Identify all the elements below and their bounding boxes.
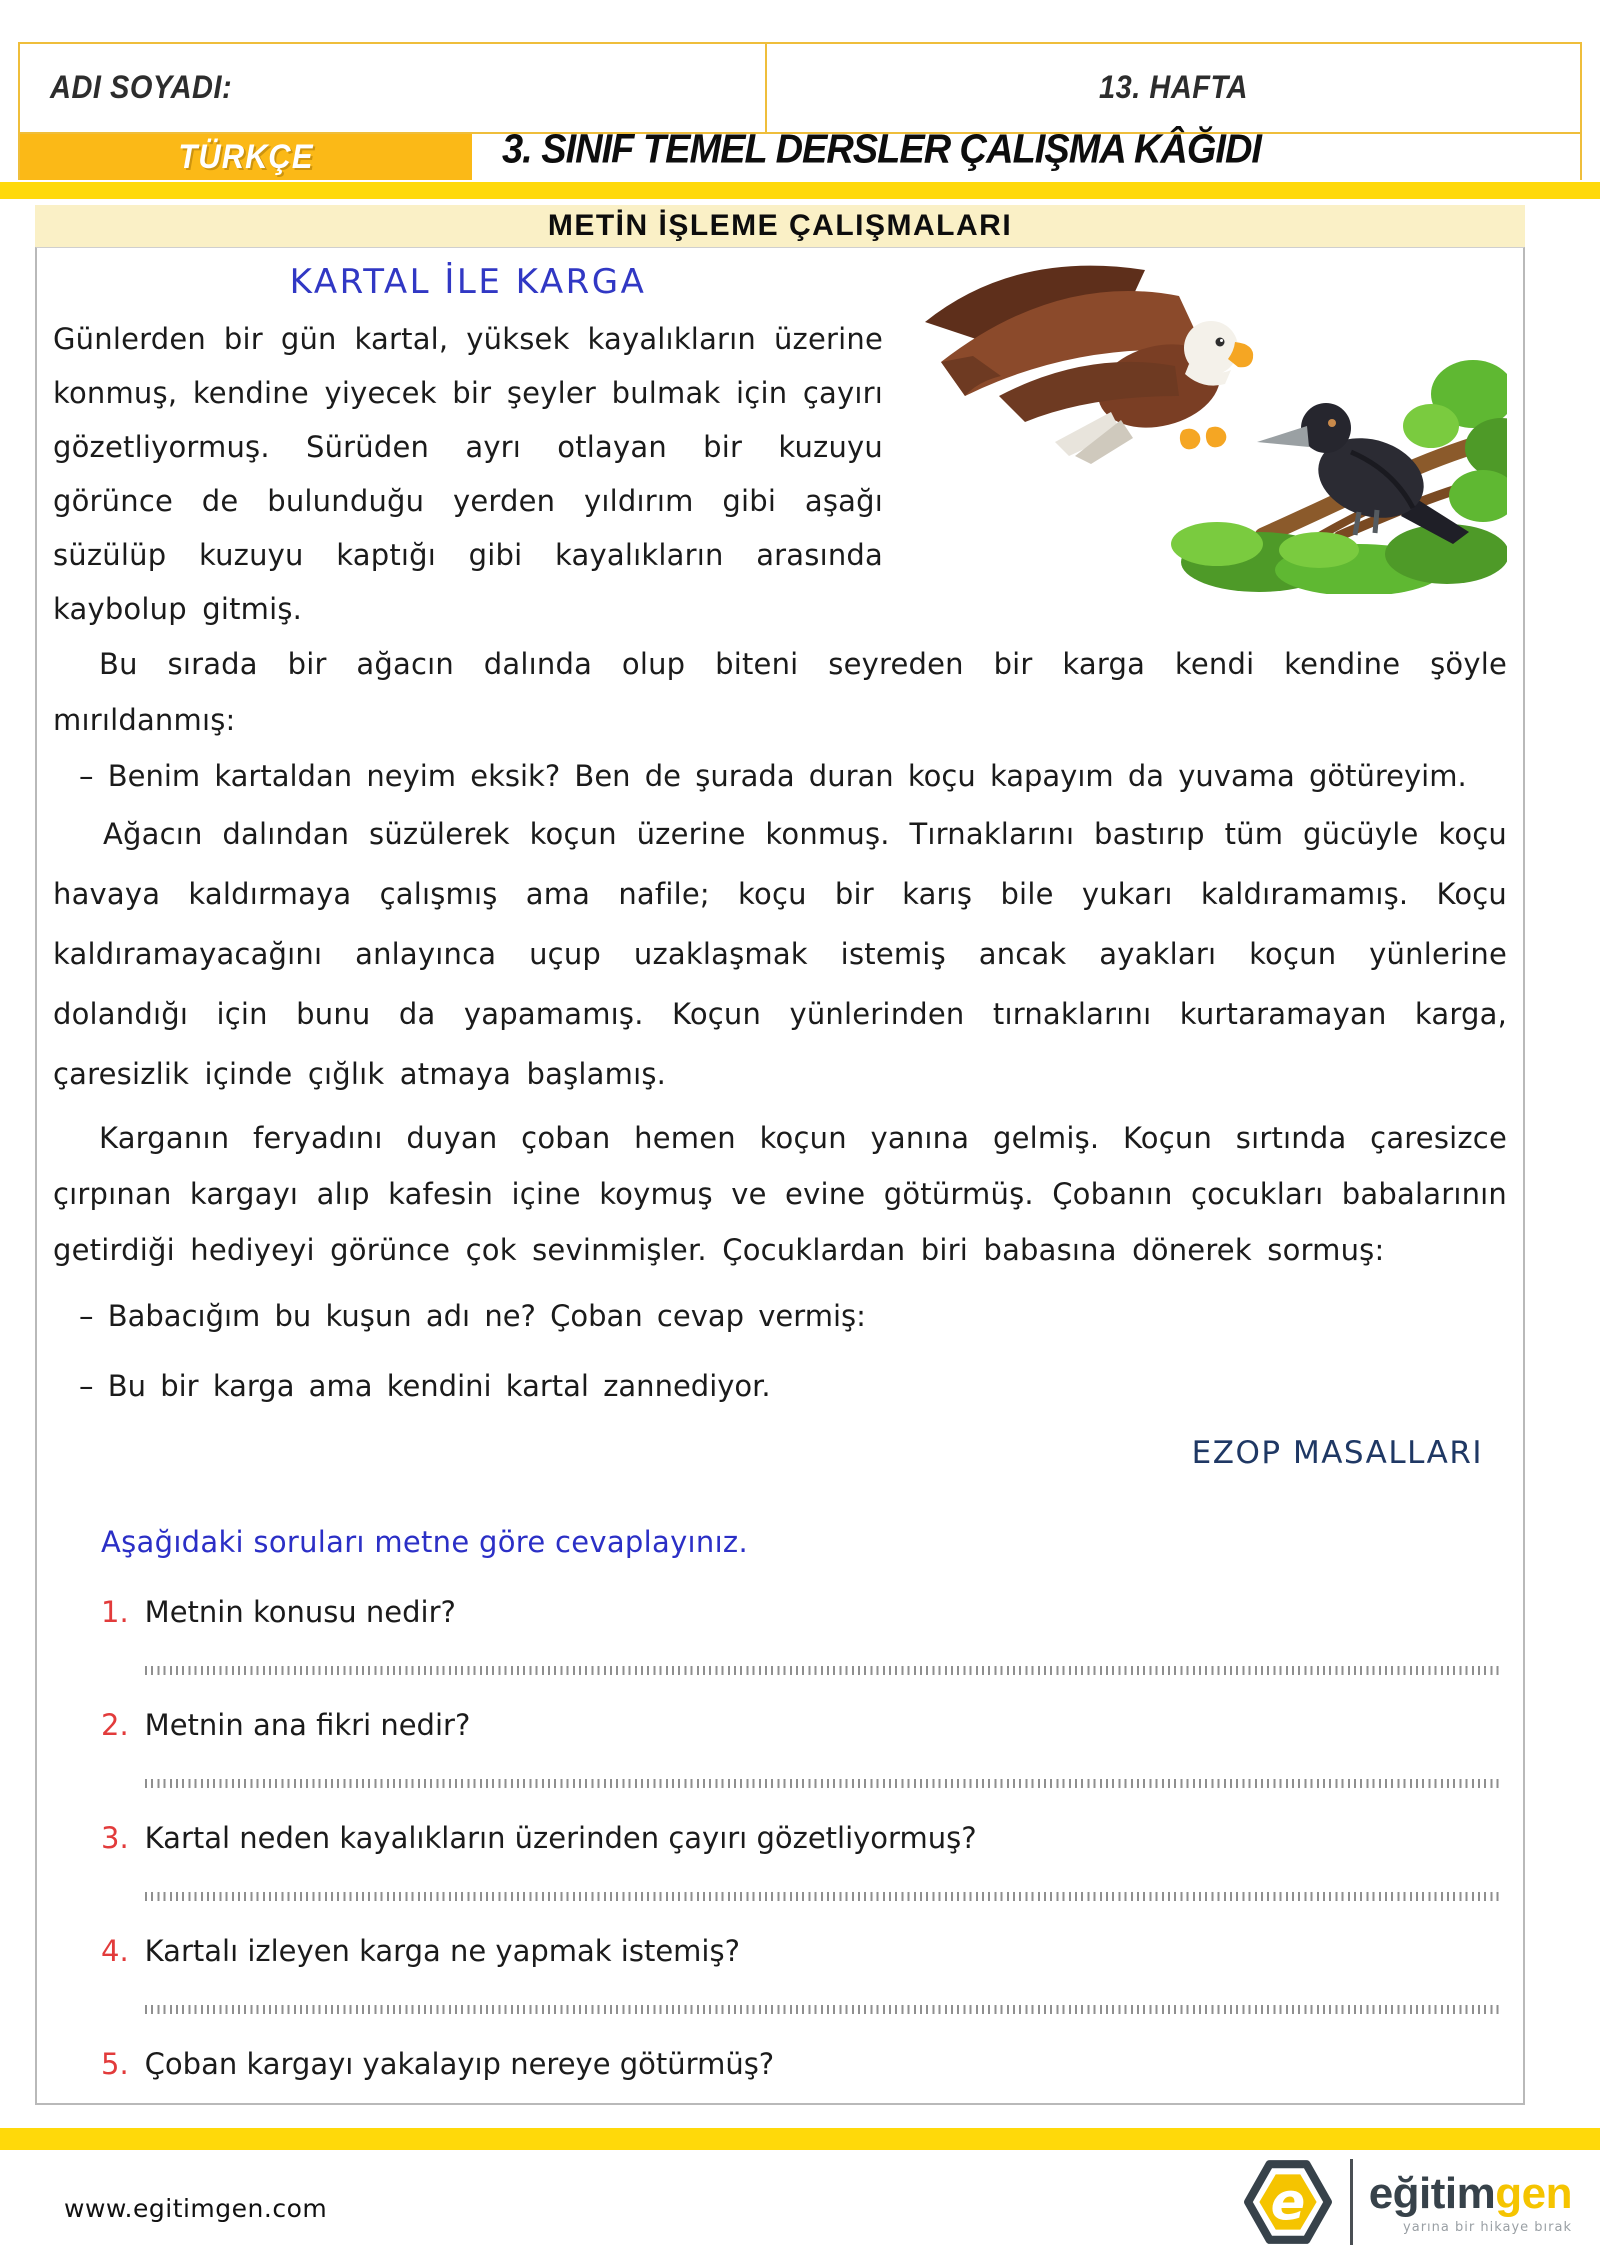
yellow-stripe-bottom [0, 2128, 1600, 2150]
footer [0, 2150, 1600, 2263]
brand-word-secondary: gen [1495, 2168, 1572, 2218]
brand-wordmark [1369, 2170, 1572, 2218]
question-3 [101, 1818, 1507, 1858]
question-1-number: 1. [101, 1595, 129, 1629]
question-2-text: Metnin ana fikri nedir? [144, 1708, 471, 1742]
story-title: KARTAL İLE KARGA [289, 262, 647, 302]
story-dialogue-2: – Babacığım bu kuşun adı ne? Çoban cevap vermiş: [79, 1299, 866, 1333]
week-label: 13. HAFTA [1099, 69, 1248, 106]
story-paragraph-4: Karganın feryadını duyan çoban hemen koçun yanına gelmiş. Koçun sırtında çaresizce çırpınan kargayı alıp kafesin içine koymuş ve evine götürmüş. Çobanın çocukları babalarının getirdiği hediyeyi görünce çok sevinmişler. Çocuklardan biri babasına dönerek sormuş: [53, 1121, 1507, 1267]
question-2-number: 2. [101, 1708, 129, 1742]
brand-divider [1350, 2159, 1353, 2245]
question-4-text: Kartalı izleyen karga ne yapmak istemiş? [144, 1934, 740, 1968]
answer-line-3 [145, 1892, 1501, 1901]
subject-badge [20, 134, 472, 180]
question-5-text: Çoban kargayı yakalayıp nereye götürmüş? [144, 2047, 775, 2081]
section-banner [35, 205, 1525, 247]
brand-word-primary: eğitim [1368, 2168, 1496, 2218]
story-source: EZOP MASALLARI [1191, 1435, 1483, 1471]
yellow-stripe-top [0, 182, 1600, 199]
website-url: www.egitimgen.com [64, 2194, 328, 2223]
svg-text:e: e [1270, 2173, 1306, 2233]
question-5 [101, 2044, 1507, 2084]
story-paragraph-3: Ağacın dalından süzülerek koçun üzerine konmuş. Tırnaklarını bastırıp tüm gücüyle koçu havaya kaldırmaya çalışmış ama nafile; koçu bir karış bile yukarı kaldıramamış. Koçu kaldıramayacağını anlayınca uçup uzaklaşmak istemiş ancak ayakları koçun yünlerine dolandığı için bunu da yapamamış. Koçun yünlerinden tırnaklarını kurtaramayan karga, çaresizlik içinde çığlık atmaya başlamış. [53, 817, 1507, 1091]
question-4 [101, 1931, 1507, 1971]
question-5-number: 5. [101, 2047, 129, 2081]
story-paragraph-1: Günlerden bir gün kartal, yüksek kayalıkların üzerine konmuş, kendine yiyecek bir şeyler bulmak için çayırı gözetliyormuş. Sürüden ayrı otlayan bir kuzuyu görünce de bulunduğu yerden yıldırım gibi aşağı süzülüp kuzuyu kaptığı gibi kayalıkların arasında kaybolup gitmiş. [53, 322, 883, 626]
question-3-text: Kartal neden kayalıkların üzerinden çayırı gözetliyormuş? [144, 1821, 977, 1855]
subject-label: TÜRKÇE [178, 137, 314, 176]
document-title: 3. SINIF TEMEL DERSLER ÇALIŞMA KÂĞIDI [502, 127, 1261, 173]
answer-line-2 [145, 1779, 1501, 1788]
eagle-and-crow-illustration [907, 247, 1507, 594]
week-cell [767, 44, 1580, 132]
title-row [18, 127, 1582, 180]
answer-line-4 [145, 2005, 1501, 2014]
brand-hexagon-icon [1242, 2156, 1334, 2248]
header-table [18, 42, 1582, 134]
story-paragraph-2: Bu sırada bir ağacın dalında olup biteni seyreden bir karga kendi kendine şöyle mırıldanmış: [53, 647, 1507, 737]
story-dialogue-1: – Benim kartaldan neyim eksik? Ben de şurada duran koçu kapayım da yuvama götüreyim. [79, 759, 1467, 793]
question-1-text: Metnin konusu nedir? [144, 1595, 456, 1629]
name-label: ADI SOYADI: [50, 69, 233, 106]
story-content-box [35, 247, 1525, 2105]
section-banner-title: METİN İŞLEME ÇALIŞMALARI [547, 209, 1013, 242]
brand-logo [1242, 2156, 1572, 2248]
question-3-number: 3. [101, 1821, 129, 1855]
question-2 [101, 1705, 1507, 1745]
answer-line-1 [145, 1666, 1501, 1675]
brand-text [1369, 2170, 1572, 2235]
instruction-text: Aşağıdaki soruları metne göre cevaplayınız. [101, 1525, 748, 1559]
name-cell [20, 44, 767, 132]
brand-tagline: yarına bir hikaye bırak [1403, 2219, 1572, 2235]
eagle-flying-icon [925, 266, 1253, 464]
story-dialogue-3: – Bu bir karga ama kendini kartal zannediyor. [79, 1369, 771, 1403]
question-4-number: 4. [101, 1934, 129, 1968]
question-1 [101, 1592, 1507, 1632]
